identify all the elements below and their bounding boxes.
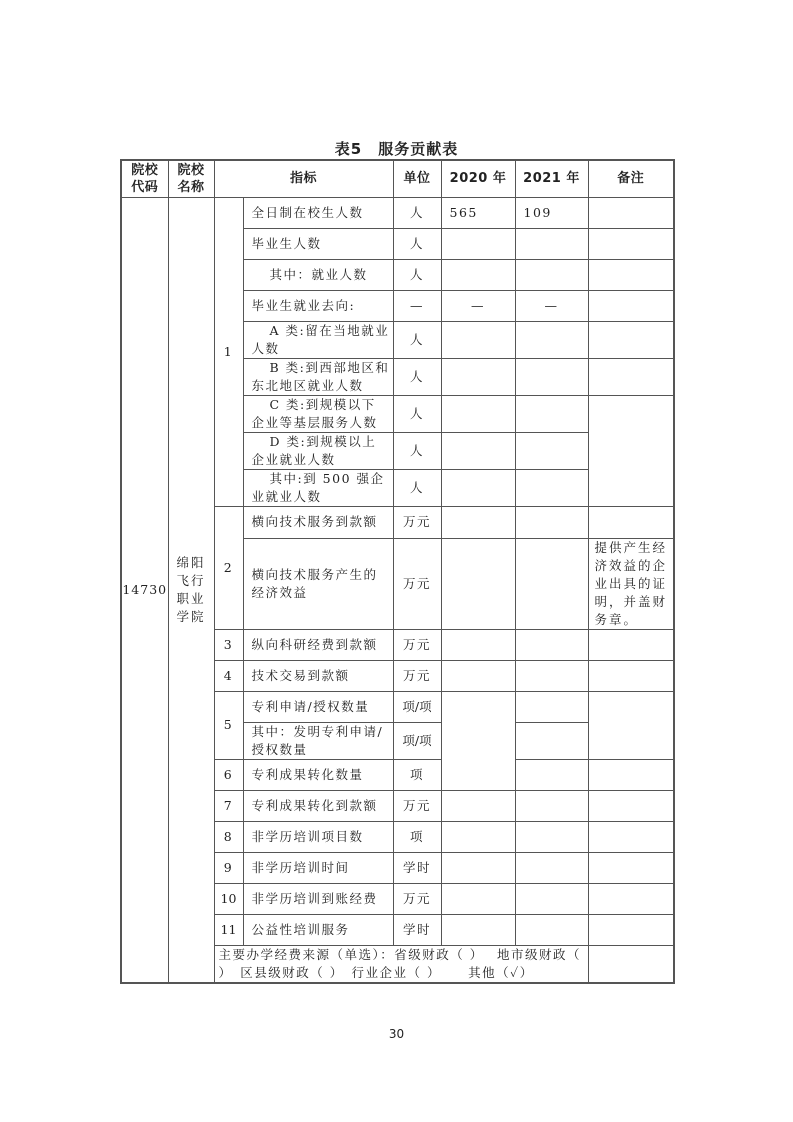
- unit: 人: [393, 432, 441, 469]
- header-row: [121, 160, 674, 197]
- value-2020[interactable]: [441, 395, 515, 432]
- value-2021[interactable]: [515, 914, 588, 945]
- indicator: 其中：就业人数: [243, 259, 393, 290]
- unit: 万元: [393, 883, 441, 914]
- row-index: 11: [214, 914, 243, 945]
- row-index: 5: [214, 691, 243, 759]
- unit: —: [393, 290, 441, 321]
- value-2020[interactable]: [441, 691, 515, 790]
- indicator: 公益性培训服务: [243, 914, 393, 945]
- indicator: 专利申请/授权数量: [243, 691, 393, 722]
- value-2021[interactable]: [515, 432, 588, 469]
- header-indicator: 指标: [214, 160, 393, 197]
- indicator: 毕业生就业去向:: [243, 290, 393, 321]
- remark[interactable]: [588, 660, 674, 691]
- remark[interactable]: [588, 321, 674, 358]
- indicator: 纵向科研经费到款额: [243, 629, 393, 660]
- indicator: 横向技术服务到款额: [243, 506, 393, 538]
- value-2021[interactable]: 109: [515, 197, 588, 228]
- value-2021[interactable]: [515, 821, 588, 852]
- value-2021[interactable]: [515, 469, 588, 506]
- unit: 学时: [393, 852, 441, 883]
- value-2020[interactable]: [441, 883, 515, 914]
- row-index: 8: [214, 821, 243, 852]
- indicator: 专利成果转化数量: [243, 759, 393, 790]
- indicator: 非学历培训时间: [243, 852, 393, 883]
- remark[interactable]: [588, 290, 674, 321]
- remark: 提供产生经济效益的企业出具的证明，并盖财务章。: [588, 538, 674, 629]
- value-2020[interactable]: [441, 259, 515, 290]
- remark[interactable]: [588, 506, 674, 538]
- row-index: 9: [214, 852, 243, 883]
- unit: 万元: [393, 506, 441, 538]
- indicator: 毕业生人数: [243, 228, 393, 259]
- value-2020[interactable]: [441, 538, 515, 629]
- table-title: 表5 服务贡献表: [334, 140, 459, 158]
- indicator: 横向技术服务产生的经济效益: [243, 538, 393, 629]
- value-2021[interactable]: [515, 660, 588, 691]
- value-2021[interactable]: [515, 629, 588, 660]
- value-2021[interactable]: [515, 228, 588, 259]
- row-index: 2: [214, 506, 243, 629]
- indicator: 其中：发明专利申请/授权数量: [243, 722, 393, 759]
- row-index: 1: [214, 197, 243, 506]
- funding-source[interactable]: 主要办学经费来源（单选）：省级财政（ ） 地市级财政（ ） 区县级财政（ ） 行业企业（ ） 其他（✓）: [214, 945, 588, 983]
- unit: 项/项: [393, 722, 441, 759]
- remark[interactable]: [588, 883, 674, 914]
- value-2020[interactable]: [441, 228, 515, 259]
- remark[interactable]: [588, 945, 674, 983]
- value-2021[interactable]: [515, 722, 588, 759]
- remark[interactable]: [588, 790, 674, 821]
- value-2020[interactable]: [441, 660, 515, 691]
- unit: 项: [393, 821, 441, 852]
- header-name: 院校名称: [168, 160, 214, 197]
- remark[interactable]: [588, 759, 674, 790]
- unit: 项: [393, 759, 441, 790]
- row-index: 4: [214, 660, 243, 691]
- remark[interactable]: [588, 197, 674, 228]
- unit: 人: [393, 228, 441, 259]
- remark[interactable]: [588, 914, 674, 945]
- unit: 项/项: [393, 691, 441, 722]
- unit: 人: [393, 395, 441, 432]
- header-remark: 备注: [588, 160, 674, 197]
- school-name: 绵阳飞行职业学院: [168, 197, 214, 983]
- header-unit: 单位: [393, 160, 441, 197]
- header-code: 院校代码: [121, 160, 168, 197]
- value-2021[interactable]: [515, 321, 588, 358]
- unit: 人: [393, 358, 441, 395]
- remark[interactable]: [588, 395, 674, 506]
- indicator: 非学历培训到账经费: [243, 883, 393, 914]
- value-2020[interactable]: [441, 790, 515, 821]
- value-2020[interactable]: [441, 321, 515, 358]
- unit: 人: [393, 259, 441, 290]
- unit: 人: [393, 469, 441, 506]
- value-2021: —: [515, 290, 588, 321]
- indicator: 其中:到 500 强企业就业人数: [243, 469, 393, 506]
- value-2020[interactable]: [441, 852, 515, 883]
- indicator: 全日制在校生人数: [243, 197, 393, 228]
- value-2020[interactable]: [441, 629, 515, 660]
- value-2021[interactable]: [515, 883, 588, 914]
- table-row: [121, 197, 674, 228]
- row-index: 3: [214, 629, 243, 660]
- row-index: 6: [214, 759, 243, 790]
- indicator: C 类:到规模以下企业等基层服务人数: [243, 395, 393, 432]
- unit: 万元: [393, 660, 441, 691]
- page-number: 30: [388, 1027, 405, 1041]
- value-2020[interactable]: [441, 914, 515, 945]
- indicator: A 类:留在当地就业人数: [243, 321, 393, 358]
- value-2020[interactable]: [441, 432, 515, 469]
- indicator: D 类:到规模以上企业就业人数: [243, 432, 393, 469]
- unit: 万元: [393, 629, 441, 660]
- remark[interactable]: [588, 821, 674, 852]
- remark[interactable]: [588, 691, 674, 759]
- unit: 学时: [393, 914, 441, 945]
- row-index: 7: [214, 790, 243, 821]
- value-2020[interactable]: [441, 821, 515, 852]
- value-2021[interactable]: [515, 358, 588, 395]
- value-2021[interactable]: [515, 691, 588, 722]
- row-index: 10: [214, 883, 243, 914]
- value-2020: —: [441, 290, 515, 321]
- value-2021[interactable]: [515, 538, 588, 629]
- value-2020[interactable]: 565: [441, 197, 515, 228]
- remark[interactable]: [588, 228, 674, 259]
- remark[interactable]: [588, 852, 674, 883]
- indicator: B 类:到西部地区和东北地区就业人数: [243, 358, 393, 395]
- value-2021[interactable]: [515, 852, 588, 883]
- unit: 人: [393, 197, 441, 228]
- unit: 万元: [393, 538, 441, 629]
- value-2021[interactable]: [515, 506, 588, 538]
- service-contribution-table: [120, 159, 675, 984]
- indicator: 技术交易到款额: [243, 660, 393, 691]
- value-2020[interactable]: [441, 358, 515, 395]
- value-2020[interactable]: [441, 469, 515, 506]
- indicator: 专利成果转化到款额: [243, 790, 393, 821]
- value-2020[interactable]: [441, 506, 515, 538]
- value-2021[interactable]: [515, 790, 588, 821]
- value-2021[interactable]: [515, 259, 588, 290]
- unit: 万元: [393, 790, 441, 821]
- header-2020: 2020 年: [441, 160, 515, 197]
- indicator: 非学历培训项目数: [243, 821, 393, 852]
- remark[interactable]: [588, 629, 674, 660]
- header-2021: 2021 年: [515, 160, 588, 197]
- unit: 人: [393, 321, 441, 358]
- value-2021[interactable]: [515, 759, 588, 790]
- remark[interactable]: [588, 358, 674, 395]
- remark[interactable]: [588, 259, 674, 290]
- value-2021[interactable]: [515, 395, 588, 432]
- school-code: 14730: [121, 197, 168, 983]
